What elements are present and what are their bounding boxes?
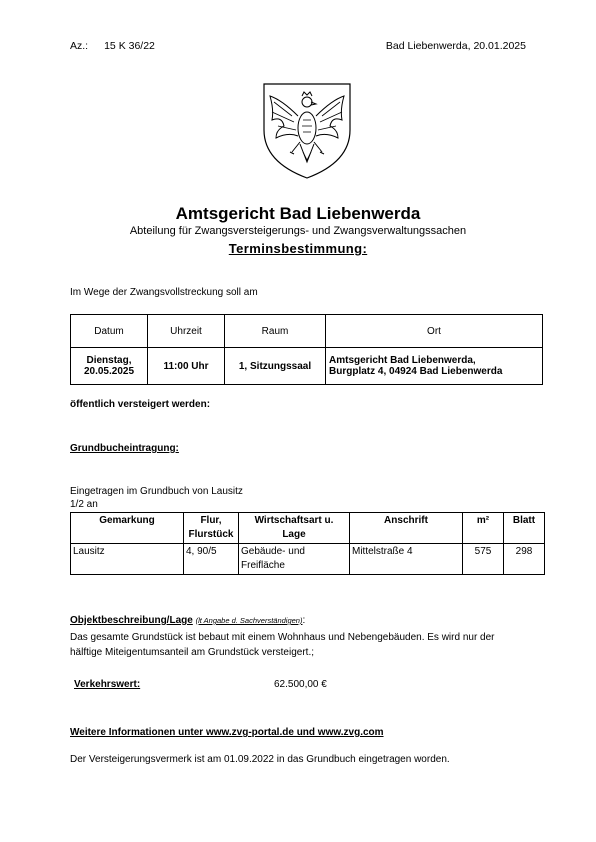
- object-line1: Das gesamte Grundstück ist bebaut mit einem Wohnhaus und Nebengebäuden. Es wird nur der: [70, 632, 495, 643]
- table-header-row: [71, 315, 543, 348]
- coat-of-arms-icon: [262, 80, 352, 180]
- case-number-label: Az.:: [70, 40, 89, 52]
- place-line2: Burgplatz 4, 04924 Bad Liebenwerda: [329, 366, 503, 377]
- department: Abteilung für Zwangsversteigerungs- und Zwangsverwaltungssachen: [129, 225, 467, 237]
- object-heading-title: Objektbeschreibung/Lage: [70, 615, 193, 626]
- table-row: [71, 544, 545, 575]
- land-register-table: [70, 512, 545, 575]
- date-value: 20.05.2025: [83, 366, 135, 377]
- header-datum: Datum: [71, 315, 148, 348]
- header-gemarkung: Gemarkung: [71, 513, 184, 544]
- document-title: Terminsbestimmung:: [228, 241, 368, 256]
- appointment-time: 11:00 Uhr: [148, 348, 225, 385]
- header-qm: m²: [463, 513, 504, 544]
- land-register-line1: Eingetragen im Grundbuch von Lausitz: [70, 486, 243, 497]
- case-number-value: 15 K 36/22: [104, 40, 155, 52]
- header-ort: Ort: [326, 315, 543, 348]
- header-flur-line2: Flurstück: [188, 529, 234, 540]
- market-value-label: Verkehrswert:: [74, 679, 141, 690]
- appointment-room: 1, Sitzungssaal: [225, 348, 326, 385]
- place-line1: Amtsgericht Bad Liebenwerda,: [329, 355, 476, 366]
- header-anschrift: Anschrift: [350, 513, 463, 544]
- appointment-place: [326, 348, 543, 385]
- object-heading-colon: :: [302, 615, 306, 626]
- header-flur: [184, 513, 239, 544]
- more-info-link[interactable]: Weitere Informationen unter www.zvg-portal.de und www.zvg.com: [70, 727, 384, 738]
- case-number: [70, 40, 155, 52]
- date-weekday: Dienstag,: [86, 355, 132, 366]
- header-blatt: Blatt: [504, 513, 545, 544]
- object-description-heading: [70, 615, 305, 626]
- land-register-heading: Grundbucheintragung:: [70, 443, 179, 454]
- cell-gemarkung: Lausitz: [71, 544, 184, 575]
- table-header-row: [71, 513, 545, 544]
- intro-text: Im Wege der Zwangsvollstreckung soll am: [70, 287, 258, 298]
- object-line2: hälftige Miteigentumsanteil am Grundstück versteigert.;: [70, 647, 314, 658]
- appointment-date: [71, 348, 148, 385]
- header-wirt-line1: Wirtschaftsart u.: [254, 515, 334, 526]
- appointment-table: [70, 314, 543, 385]
- cell-wirt-line2: Freifläche: [241, 560, 285, 571]
- cell-wirt-line1: Gebäude- und: [241, 546, 305, 557]
- table-row: [71, 348, 543, 385]
- header-raum: Raum: [225, 315, 326, 348]
- place-date: Bad Liebenwerda, 20.01.2025: [385, 40, 526, 52]
- cell-flur: 4, 90/5: [184, 544, 239, 575]
- final-note: Der Versteigerungsvermerk ist am 01.09.2022 in das Grundbuch eingetragen worden.: [70, 754, 450, 765]
- header-wirt-line2: Lage: [282, 529, 306, 540]
- land-register-line2: 1/2 an: [70, 499, 98, 510]
- market-value: 62.500,00 €: [274, 679, 327, 690]
- object-heading-source: (lt Angabe d. Sachverständigen): [195, 616, 303, 625]
- cell-anschrift: Mittelstraße 4: [350, 544, 463, 575]
- cell-wirtschaftsart: [239, 544, 350, 575]
- object-description-text: [70, 630, 550, 660]
- court-name: Amtsgericht Bad Liebenwerda: [175, 204, 421, 223]
- header-flur-line1: Flur,: [200, 515, 222, 526]
- cell-qm: 575: [463, 544, 504, 575]
- header-wirtschaftsart: [239, 513, 350, 544]
- auction-statement: öffentlich versteigert werden:: [70, 399, 211, 410]
- cell-blatt: 298: [504, 544, 545, 575]
- header-uhrzeit: Uhrzeit: [148, 315, 225, 348]
